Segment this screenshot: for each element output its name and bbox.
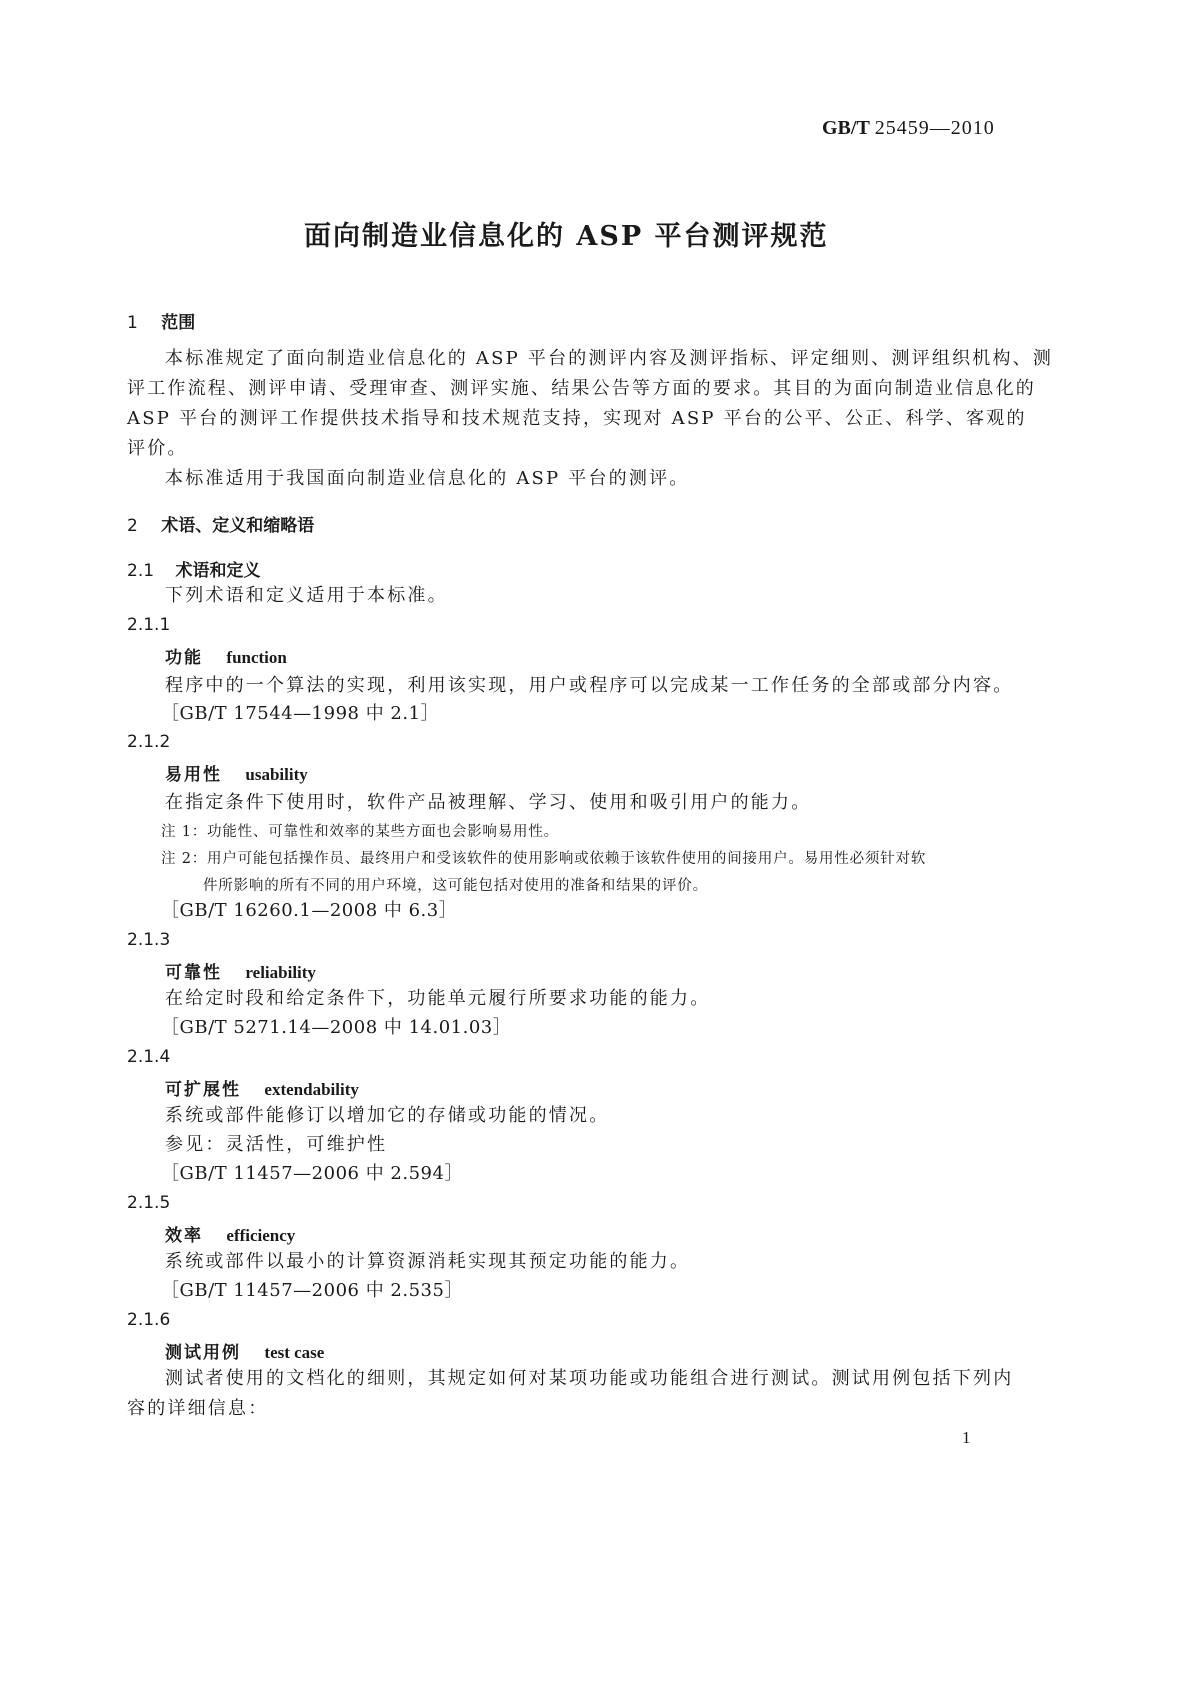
term-note: 注 1：功能性、可靠性和效率的某些方面也会影响易用性。 [161, 824, 559, 840]
term-chinese: 可靠性 [165, 963, 222, 983]
term-english: function [226, 648, 287, 667]
section-number: 1 [127, 313, 138, 333]
subsection-title: 术语和定义 [175, 561, 261, 581]
page-title: 面向制造业信息化的 ASP 平台测评规范 [304, 221, 829, 252]
subsection-intro: 下列术语和定义适用于本标准。 [165, 585, 448, 606]
paragraph-line: 本标准规定了面向制造业信息化的 ASP 平台的测评内容及测评指标、评定细则、测评组织机构、测 [165, 348, 1054, 369]
term-number: 2.1.6 [127, 1310, 171, 1330]
scope-paragraph [127, 344, 1054, 494]
subsection-number: 2.1 [127, 561, 155, 581]
section-1-heading [127, 308, 195, 333]
term-number: 2.1.1 [127, 615, 171, 635]
term-definition-continuation: 容的详细信息： [127, 1398, 269, 1419]
page-number: 1 [962, 1428, 971, 1447]
term-heading [165, 760, 308, 785]
subsection-2-1-heading [127, 556, 260, 581]
term-chinese: 测试用例 [165, 1343, 241, 1363]
term-heading [165, 1075, 359, 1100]
term-definition: 测试者使用的文档化的细则，其规定如何对某项功能或功能组合进行测试。测试用例包括下列内 [165, 1368, 1014, 1389]
paragraph-line: ASP 平台的测评工作提供技术指导和技术规范支持，实现对 ASP 平台的公平、公正、科学、客观的 [127, 408, 1027, 429]
term-definition: 系统或部件以最小的计算资源消耗实现其预定功能的能力。 [165, 1251, 691, 1272]
term-number: 2.1.3 [127, 930, 171, 950]
term-heading [165, 1221, 295, 1246]
term-english: usability [245, 765, 308, 784]
term-source: ［GB/T 5271.14—2008 中 14.01.03］ [161, 1017, 512, 1038]
term-number: 2.1.5 [127, 1193, 171, 1213]
standard-code [822, 117, 995, 140]
paragraph-line: 本标准适用于我国面向制造业信息化的 ASP 平台的测评。 [165, 468, 690, 489]
term-number: 2.1.2 [127, 732, 171, 752]
section-title: 术语、定义和缩略语 [161, 516, 315, 536]
section-2-heading [127, 511, 314, 536]
term-source: ［GB/T 11457—2006 中 2.594］ [161, 1163, 463, 1184]
term-definition: 在指定条件下使用时，软件产品被理解、学习、使用和吸引用户的能力。 [165, 792, 812, 813]
term-note-continuation: 件所影响的所有不同的用户环境，这可能包括对使用的准备和结果的评价。 [203, 878, 708, 894]
term-source: ［GB/T 11457—2006 中 2.535］ [161, 1280, 463, 1301]
term-english: efficiency [226, 1226, 296, 1245]
paragraph-line: 评价。 [127, 438, 188, 459]
term-chinese: 易用性 [165, 765, 222, 785]
term-number: 2.1.4 [127, 1047, 171, 1067]
section-title: 范围 [161, 313, 196, 333]
term-source: ［GB/T 16260.1—2008 中 6.3］ [161, 900, 458, 921]
term-definition: 在给定时段和给定条件下，功能单元履行所要求功能的能力。 [165, 988, 711, 1009]
term-chinese: 效率 [165, 1226, 203, 1246]
term-chinese: 功能 [165, 648, 203, 668]
term-source: ［GB/T 17544—1998 中 2.1］ [161, 703, 440, 724]
term-heading [165, 958, 316, 983]
term-definition: 程序中的一个算法的实现，利用该实现，用户或程序可以完成某一工作任务的全部或部分内容。 [165, 675, 1014, 696]
term-english: reliability [245, 963, 316, 982]
term-see-also: 参见：灵活性，可维护性 [165, 1134, 388, 1155]
term-chinese: 可扩展性 [165, 1080, 241, 1100]
term-english: test case [264, 1343, 325, 1362]
standard-number: 25459—2010 [874, 117, 995, 139]
term-definition: 系统或部件能修订以增加它的存储或功能的情况。 [165, 1105, 610, 1126]
term-note: 注 2：用户可能包括操作员、最终用户和受该软件的使用影响或依赖于该软件使用的间接用户。易用性必须针对软 [161, 851, 927, 867]
paragraph-line: 评工作流程、测评申请、受理审查、测评实施、结果公告等方面的要求。其目的为面向制造业信息化的 [127, 378, 1036, 399]
term-heading [165, 643, 287, 668]
term-heading [165, 1338, 324, 1363]
standard-prefix: GB/T [822, 117, 870, 139]
section-number: 2 [127, 516, 138, 536]
term-english: extendability [264, 1080, 359, 1099]
